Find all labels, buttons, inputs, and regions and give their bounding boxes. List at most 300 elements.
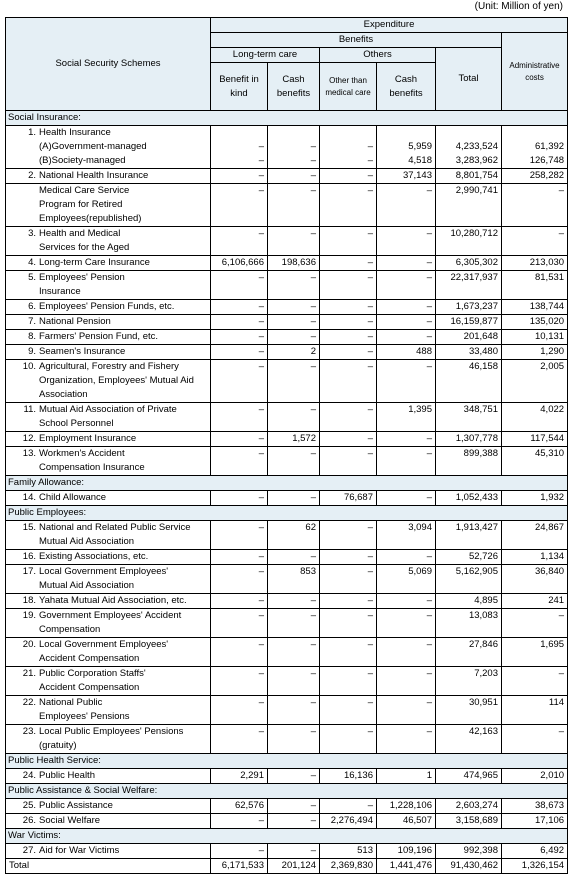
- scheme-name-line: Local Government Employees': [39, 639, 169, 650]
- table-row: [6, 432, 568, 447]
- benefit-in-kind-cell: –: [211, 521, 268, 550]
- scheme-name: [39, 360, 199, 402]
- others-cash-cell: 4,518: [377, 154, 436, 169]
- table-row: [6, 184, 568, 227]
- others-cash-cell: –: [377, 725, 436, 754]
- scheme-name-line: Compensation: [39, 624, 101, 635]
- scheme-name-line: Seamen's Insurance: [39, 346, 126, 357]
- section-label: Public Employees:: [6, 506, 568, 521]
- others-cash-cell: –: [377, 447, 436, 476]
- scheme-label: [6, 330, 211, 345]
- benefit-in-kind-cell: 6,171,533: [211, 859, 268, 874]
- ltc-cash-cell: 2: [268, 345, 320, 360]
- admin-cost-cell: 1,695: [502, 638, 568, 667]
- others-cash-cell: 1,395: [377, 403, 436, 432]
- other-than-medical-cell: –: [320, 300, 377, 315]
- scheme-number: 27.: [22, 845, 36, 856]
- scheme-label: [6, 799, 211, 814]
- table-row: [6, 227, 568, 256]
- ltc-cash-cell: –: [268, 315, 320, 330]
- total-cell: 27,846: [436, 638, 502, 667]
- total-cell: 201,648: [436, 330, 502, 345]
- section-label: Social Insurance:: [6, 111, 568, 126]
- table-row: [6, 550, 568, 565]
- table-row: [6, 725, 568, 754]
- scheme-number: 2.: [28, 170, 36, 181]
- scheme-label: [6, 696, 211, 725]
- admin-cost-cell: 38,673: [502, 799, 568, 814]
- total-cell: 1,913,427: [436, 521, 502, 550]
- scheme-number: 18.: [22, 595, 36, 606]
- other-than-medical-cell: –: [320, 638, 377, 667]
- scheme-label: [6, 594, 211, 609]
- scheme-number: 15.: [22, 522, 36, 533]
- others-cash-cell: –: [377, 184, 436, 227]
- others-cash-cell: 46,507: [377, 814, 436, 829]
- scheme-name-line: Health Insurance: [39, 127, 111, 138]
- benefit-in-kind-cell: –: [211, 140, 268, 154]
- scheme-number: 12.: [22, 433, 36, 444]
- scheme-number: 13.: [22, 448, 36, 459]
- scheme-number: 17.: [22, 566, 36, 577]
- scheme-number: 24.: [22, 770, 36, 781]
- admin-cost-cell: 126,748: [502, 154, 568, 169]
- ltc-cash-cell: [268, 126, 320, 141]
- admin-cost-cell: 36,840: [502, 565, 568, 594]
- scheme-number: 9.: [28, 346, 36, 357]
- ltc-cash-cell: –: [268, 491, 320, 506]
- other-than-medical-cell: –: [320, 140, 377, 154]
- scheme-name: [39, 609, 199, 637]
- scheme-name: [39, 184, 199, 226]
- scheme-number: 3.: [28, 228, 36, 239]
- total-cell: 3,283,962: [436, 154, 502, 169]
- header-others: Others: [320, 48, 436, 63]
- total-cell: 91,430,462: [436, 859, 502, 874]
- ltc-cash-cell: 1,572: [268, 432, 320, 447]
- benefit-in-kind-cell: –: [211, 432, 268, 447]
- total-cell: 992,398: [436, 844, 502, 859]
- admin-cost-cell: –: [502, 667, 568, 696]
- scheme-number: 6.: [28, 301, 36, 312]
- table-row: [6, 169, 568, 184]
- header-others-cash-benefits: Cash benefits: [377, 63, 436, 111]
- table-row: [6, 345, 568, 360]
- scheme-label: [6, 521, 211, 550]
- scheme-name-line: Mutual Aid Association of Private: [39, 404, 177, 415]
- scheme-name: [39, 315, 199, 329]
- scheme-label: [6, 814, 211, 829]
- admin-cost-cell: 2,005: [502, 360, 568, 403]
- scheme-label: [6, 491, 211, 506]
- scheme-number: 25.: [22, 800, 36, 811]
- scheme-name: [39, 638, 199, 666]
- scheme-name: [39, 403, 199, 431]
- scheme-label: [6, 667, 211, 696]
- benefit-in-kind-cell: –: [211, 227, 268, 256]
- benefit-in-kind-cell: –: [211, 330, 268, 345]
- benefit-in-kind-cell: –: [211, 565, 268, 594]
- other-than-medical-cell: 2,369,830: [320, 859, 377, 874]
- benefit-in-kind-cell: –: [211, 184, 268, 227]
- other-than-medical-cell: –: [320, 725, 377, 754]
- admin-cost-cell: 241: [502, 594, 568, 609]
- scheme-number: 14.: [22, 492, 36, 503]
- other-than-medical-cell: –: [320, 521, 377, 550]
- scheme-name-line: Public Corporation Staffs': [39, 668, 146, 679]
- section-label: Public Health Service:: [6, 754, 568, 769]
- ltc-cash-cell: –: [268, 227, 320, 256]
- scheme-name: [39, 814, 199, 828]
- scheme-label: [6, 609, 211, 638]
- benefit-in-kind-cell: –: [211, 403, 268, 432]
- scheme-number: 10.: [22, 361, 36, 372]
- scheme-name-line: Accident Compensation: [39, 653, 140, 664]
- scheme-label: [6, 315, 211, 330]
- ltc-cash-cell: –: [268, 667, 320, 696]
- benefit-in-kind-cell: –: [211, 594, 268, 609]
- scheme-label: [6, 227, 211, 256]
- section-header-row: [6, 754, 568, 769]
- scheme-name-line: Existing Associations, etc.: [39, 551, 149, 562]
- other-than-medical-cell: 16,136: [320, 769, 377, 784]
- scheme-name-line: Program for Retired: [39, 199, 123, 210]
- scheme-name-line: National Public: [39, 697, 103, 708]
- scheme-name: [39, 491, 199, 505]
- scheme-name: [39, 844, 199, 858]
- ltc-cash-cell: –: [268, 330, 320, 345]
- scheme-name: [39, 565, 199, 593]
- total-cell: 3,158,689: [436, 814, 502, 829]
- table-row: [6, 126, 568, 141]
- scheme-label: [6, 360, 211, 403]
- total-cell: 7,203: [436, 667, 502, 696]
- others-cash-cell: –: [377, 360, 436, 403]
- table-row: [6, 491, 568, 506]
- benefit-in-kind-cell: –: [211, 154, 268, 169]
- others-cash-cell: –: [377, 330, 436, 345]
- other-than-medical-cell: –: [320, 565, 377, 594]
- scheme-name-line: Government Employees' Accident: [39, 610, 182, 621]
- table-row: [6, 447, 568, 476]
- total-cell: 4,233,524: [436, 140, 502, 154]
- admin-cost-cell: 1,290: [502, 345, 568, 360]
- social-security-expenditure-table: [5, 17, 568, 874]
- ltc-cash-cell: –: [268, 447, 320, 476]
- scheme-name: [39, 594, 199, 608]
- ltc-cash-cell: –: [268, 609, 320, 638]
- section-label: Public Assistance & Social Welfare:: [6, 784, 568, 799]
- total-cell: 52,726: [436, 550, 502, 565]
- scheme-name-line: Child Allowance: [39, 492, 107, 503]
- scheme-name: [39, 169, 199, 183]
- admin-cost-cell: 1,326,154: [502, 859, 568, 874]
- benefit-in-kind-cell: –: [211, 360, 268, 403]
- benefit-in-kind-cell: –: [211, 169, 268, 184]
- admin-cost-cell: 61,392: [502, 140, 568, 154]
- ltc-cash-cell: –: [268, 799, 320, 814]
- scheme-label: [6, 345, 211, 360]
- others-cash-cell: –: [377, 609, 436, 638]
- scheme-label: [6, 725, 211, 754]
- scheme-name: [39, 271, 199, 299]
- scheme-name: [39, 300, 199, 314]
- scheme-name-line: Long-term Care Insurance: [39, 257, 150, 268]
- table-row: [6, 609, 568, 638]
- others-cash-cell: –: [377, 300, 436, 315]
- scheme-label: [6, 256, 211, 271]
- benefit-in-kind-cell: –: [211, 814, 268, 829]
- scheme-name-line: Employment Insurance: [39, 433, 137, 444]
- others-cash-cell: –: [377, 432, 436, 447]
- other-than-medical-cell: 513: [320, 844, 377, 859]
- total-cell: 474,965: [436, 769, 502, 784]
- admin-cost-cell: [502, 126, 568, 141]
- scheme-name-line: Compensation Insurance: [39, 462, 145, 473]
- total-cell: 1,307,778: [436, 432, 502, 447]
- benefit-in-kind-cell: 62,576: [211, 799, 268, 814]
- others-cash-cell: 37,143: [377, 169, 436, 184]
- total-cell: 13,083: [436, 609, 502, 638]
- section-header-row: [6, 111, 568, 126]
- header-benefit-in-kind: Benefit in kind: [211, 63, 268, 111]
- section-header-row: [6, 829, 568, 844]
- others-cash-cell: –: [377, 550, 436, 565]
- admin-cost-cell: 1,134: [502, 550, 568, 565]
- scheme-number: 23.: [22, 726, 36, 737]
- scheme-name-line: Insurance: [39, 286, 81, 297]
- scheme-name-line: Employees' Pension: [39, 272, 125, 283]
- scheme-number: 16.: [22, 551, 36, 562]
- benefit-in-kind-cell: –: [211, 609, 268, 638]
- scheme-number: 20.: [22, 639, 36, 650]
- scheme-name-line: National Health Insurance: [39, 170, 149, 181]
- ltc-cash-cell: –: [268, 594, 320, 609]
- ltc-cash-cell: 201,124: [268, 859, 320, 874]
- other-than-medical-cell: –: [320, 154, 377, 169]
- scheme-label: [6, 271, 211, 300]
- admin-cost-cell: 2,010: [502, 769, 568, 784]
- scheme-number: 26.: [22, 815, 36, 826]
- scheme-label: [6, 126, 211, 141]
- other-than-medical-cell: –: [320, 315, 377, 330]
- section-header-row: [6, 784, 568, 799]
- scheme-name: [39, 227, 199, 255]
- table-row: [6, 315, 568, 330]
- benefit-in-kind-cell: –: [211, 844, 268, 859]
- table-row: [6, 140, 568, 154]
- scheme-name-line: Mutual Aid Association: [39, 580, 135, 591]
- scheme-name-line: School Personnel: [39, 418, 114, 429]
- scheme-label: [6, 447, 211, 476]
- table-row: [6, 565, 568, 594]
- table-row: [6, 799, 568, 814]
- admin-cost-cell: 135,020: [502, 315, 568, 330]
- scheme-number: 22.: [22, 697, 36, 708]
- total-cell: 348,751: [436, 403, 502, 432]
- other-than-medical-cell: –: [320, 330, 377, 345]
- admin-cost-cell: –: [502, 609, 568, 638]
- table-row: [6, 360, 568, 403]
- table-row: [6, 300, 568, 315]
- benefit-in-kind-cell: –: [211, 315, 268, 330]
- scheme-number: 5.: [28, 272, 36, 283]
- scheme-name-line: Medical Care Service: [39, 185, 130, 196]
- scheme-name: [39, 154, 199, 168]
- scheme-name-line: (B)Society-managed: [39, 155, 126, 166]
- header-admin-costs: Administrative costs: [502, 33, 568, 111]
- scheme-name: [39, 769, 199, 783]
- table-row: [6, 667, 568, 696]
- scheme-name-line: Local Government Employees': [39, 566, 169, 577]
- ltc-cash-cell: –: [268, 403, 320, 432]
- admin-cost-cell: –: [502, 184, 568, 227]
- scheme-name: [39, 140, 199, 154]
- other-than-medical-cell: [320, 126, 377, 141]
- others-cash-cell: 1,441,476: [377, 859, 436, 874]
- table-row: [6, 638, 568, 667]
- scheme-number: 4.: [28, 257, 36, 268]
- admin-cost-cell: 81,531: [502, 271, 568, 300]
- scheme-number: 8.: [28, 331, 36, 342]
- scheme-name: [39, 696, 199, 724]
- benefit-in-kind-cell: –: [211, 271, 268, 300]
- other-than-medical-cell: –: [320, 227, 377, 256]
- scheme-name: [39, 256, 199, 270]
- scheme-number: 19.: [22, 610, 36, 621]
- unit-note: (Unit: Million of yen): [474, 1, 563, 12]
- scheme-name: [39, 521, 199, 549]
- scheme-name-line: Social Welfare: [39, 815, 101, 826]
- scheme-name-line: National and Related Public Service: [39, 522, 191, 533]
- others-cash-cell: 5,959: [377, 140, 436, 154]
- benefit-in-kind-cell: [211, 126, 268, 141]
- other-than-medical-cell: –: [320, 403, 377, 432]
- total-cell: 6,305,302: [436, 256, 502, 271]
- scheme-name-line: Health and Medical: [39, 228, 121, 239]
- others-cash-cell: [377, 126, 436, 141]
- benefit-in-kind-cell: –: [211, 550, 268, 565]
- others-cash-cell: –: [377, 696, 436, 725]
- admin-cost-cell: 138,744: [502, 300, 568, 315]
- total-cell: 33,480: [436, 345, 502, 360]
- other-than-medical-cell: –: [320, 271, 377, 300]
- table-row: [6, 696, 568, 725]
- section-header-row: [6, 476, 568, 491]
- scheme-name-line: Local Public Employees' Pensions: [39, 726, 184, 737]
- admin-cost-cell: 114: [502, 696, 568, 725]
- scheme-label: [6, 169, 211, 184]
- total-cell: 42,163: [436, 725, 502, 754]
- total-label: Total: [6, 859, 211, 874]
- scheme-name-line: Public Assistance: [39, 800, 113, 811]
- table-row: [6, 769, 568, 784]
- admin-cost-cell: 213,030: [502, 256, 568, 271]
- scheme-label: [6, 550, 211, 565]
- others-cash-cell: 5,069: [377, 565, 436, 594]
- other-than-medical-cell: –: [320, 256, 377, 271]
- other-than-medical-cell: –: [320, 184, 377, 227]
- scheme-name: [39, 126, 199, 140]
- admin-cost-cell: 6,492: [502, 844, 568, 859]
- other-than-medical-cell: –: [320, 550, 377, 565]
- others-cash-cell: –: [377, 227, 436, 256]
- scheme-number: 21.: [22, 668, 36, 679]
- ltc-cash-cell: 853: [268, 565, 320, 594]
- ltc-cash-cell: –: [268, 154, 320, 169]
- admin-cost-cell: –: [502, 227, 568, 256]
- scheme-name-line: Employees' Pension Funds, etc.: [39, 301, 175, 312]
- ltc-cash-cell: 198,636: [268, 256, 320, 271]
- total-cell: [436, 126, 502, 141]
- scheme-number: 7.: [28, 316, 36, 327]
- others-cash-cell: 488: [377, 345, 436, 360]
- scheme-name-line: Organization, Employees' Mutual Aid: [39, 375, 194, 386]
- admin-cost-cell: 258,282: [502, 169, 568, 184]
- header-ltc-cash-benefits: Cash benefits: [268, 63, 320, 111]
- section-label: War Victims:: [6, 829, 568, 844]
- other-than-medical-cell: –: [320, 667, 377, 696]
- scheme-name: [39, 799, 199, 813]
- ltc-cash-cell: –: [268, 844, 320, 859]
- total-cell: 1,052,433: [436, 491, 502, 506]
- ltc-cash-cell: –: [268, 814, 320, 829]
- ltc-cash-cell: –: [268, 769, 320, 784]
- table-row: [6, 271, 568, 300]
- other-than-medical-cell: –: [320, 360, 377, 403]
- scheme-name-line: Agricultural, Forestry and Fishery: [39, 361, 179, 372]
- total-cell: 30,951: [436, 696, 502, 725]
- other-than-medical-cell: –: [320, 696, 377, 725]
- scheme-label: [6, 300, 211, 315]
- scheme-name-line: Farmers' Pension Fund, etc.: [39, 331, 159, 342]
- admin-cost-cell: –: [502, 725, 568, 754]
- scheme-name: [39, 550, 199, 564]
- other-than-medical-cell: 76,687: [320, 491, 377, 506]
- scheme-name: [39, 345, 199, 359]
- table-header: [6, 18, 568, 111]
- header-total: Total: [436, 48, 502, 111]
- benefit-in-kind-cell: 6,106,666: [211, 256, 268, 271]
- other-than-medical-cell: –: [320, 799, 377, 814]
- scheme-name: [39, 447, 199, 475]
- scheme-name-line: (A)Government-managed: [39, 141, 147, 152]
- table-row: [6, 521, 568, 550]
- scheme-name-line: Employees(republished): [39, 213, 142, 224]
- others-cash-cell: 3,094: [377, 521, 436, 550]
- other-than-medical-cell: –: [320, 169, 377, 184]
- scheme-label: [6, 565, 211, 594]
- table-row: [6, 814, 568, 829]
- header-expenditure: Expenditure: [211, 18, 568, 33]
- ltc-cash-cell: –: [268, 550, 320, 565]
- total-cell: 8,801,754: [436, 169, 502, 184]
- benefit-in-kind-cell: –: [211, 696, 268, 725]
- admin-cost-cell: 117,544: [502, 432, 568, 447]
- others-cash-cell: –: [377, 491, 436, 506]
- scheme-name-line: Association: [39, 389, 88, 400]
- others-cash-cell: –: [377, 594, 436, 609]
- admin-cost-cell: 45,310: [502, 447, 568, 476]
- ltc-cash-cell: –: [268, 300, 320, 315]
- others-cash-cell: –: [377, 315, 436, 330]
- table-row: [6, 330, 568, 345]
- benefit-in-kind-cell: –: [211, 491, 268, 506]
- scheme-number: 11.: [23, 404, 36, 415]
- others-cash-cell: 109,196: [377, 844, 436, 859]
- scheme-name-line: Workmen's Accident: [39, 448, 125, 459]
- scheme-name-line: Employees' Pensions: [39, 711, 130, 722]
